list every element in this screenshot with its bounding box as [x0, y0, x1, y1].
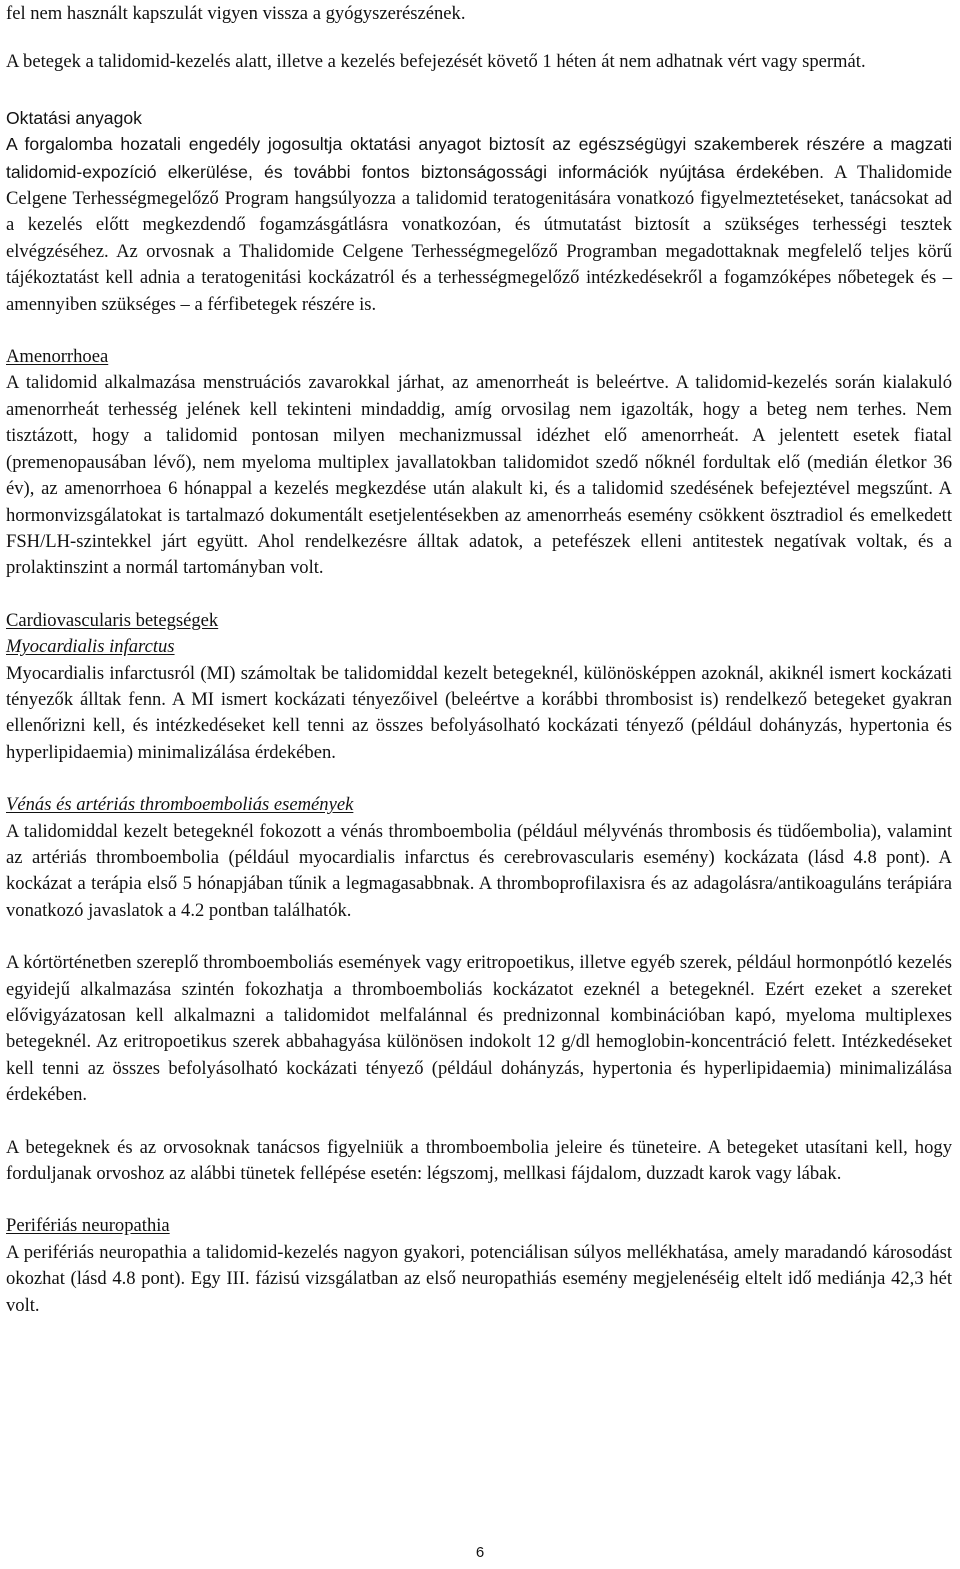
neuropathy-heading: Perifériás neuropathia: [6, 1215, 170, 1237]
intro-line: fel nem használt kapszulát vigyen vissza a gyógyszerészének.: [6, 3, 466, 24]
neuropathy-paragraph: A perifériás neuropathia a talidomid-kezelés nagyon gyakori, potenciálisan súlyos mellékhatása, amely maradandó károsodást okozhat (lásd 4.8 pont). Egy III. fázisú vizsgálatban az első neuropathiás esemény megjelenéséig eltelt idő mediánja 42,3 hét volt.: [6, 1241, 952, 1316]
vte-paragraph-2: A kórtörténetben szereplő thromboemboliás események vagy eritropoetikus, illetve egyéb szerek, például hormonpótló kezelés egyidejű alkalmazása szintén fokozhatja a thromboemboliás kockázatot ezeknél a betegeknél. Ezért ezeket a szereket elővigyázatosan kell alkalmazni a talidomidot melfalánnal és prednizonnal kombinációban kapó, myeloma multiplexes betegeknél. Az eritropoetikus szerek abbahagyása különösen indokolt 12 g/dl hemoglobin-koncentráció felett. Intézkedéseket kell tenni az összes befolyásolható kockázati tényező (például dohányzás, hypertonia és hyperlipidaemia) minimalizálása érdekében.: [6, 952, 952, 1106]
cardio-heading: Cardiovascularis betegségek: [6, 609, 219, 631]
vte-paragraph-1: A talidomiddal kezelt betegeknél fokozott a vénás thromboembolia (például mélyvénás thrombosis és tüdőembolia), valamint az artériás thromboembolia (például myocardialis infarctus és cerebrovascularis esemény) kockázata (lásd 4.8 pont). A kockázat a terápia első 5 hónapjában tűnik a legmagasabbnak. A thromboprofilaxisra és az adagolásra/antikoaguláns terápiára vonatkozó javaslatok a 4.2 pontban találhatók.: [6, 820, 952, 921]
education-serif-text: A Thalidomide Celgene Terhességmegelőző Program hangsúlyozza a talidomid teratogenitására vonatkozó figyelmeztetéseket, tanácsokat ad a kezelés előtt megkezdendő fogamzásgátlásra vonatkozóan, és útmutatást biztosít a szükséges terhességi tesztek elvégzéséhez. Az orvosnak a Thalidomide Celgene Terhességmegelőző Programban megadottaknak megfelelő teljes körű tájékoztatást kell adnia a teratogenitási kockázatról és a terhességmegelőző intézkedésekről a fogamzóképes nőbetegek és – amennyiben szükséges – a férfibetegek részére is.: [6, 161, 952, 315]
page-number: 6: [475, 1544, 485, 1561]
education-sans-text: A forgalomba hozatali engedély jogosultja oktatási anyagot biztosít az egészségügyi szakemberek részére a magzati talidomid-expozíció elkerülése, és további fontos biztonságossági információk nyújtása érdekében.: [6, 134, 952, 182]
amenorrhoea-heading: Amenorrhoea: [6, 346, 109, 368]
education-paragraph: [6, 131, 952, 318]
vte-heading: Vénás és artériás thromboemboliás események: [6, 794, 354, 816]
amenorrhoea-paragraph: A talidomid alkalmazása menstruációs zavarokkal járhat, az amenorrheát is beleértve. A talidomid-kezelés során kialakuló amenorrheát terhesség jelének kell tekinteni mindaddig, amíg orvosilag nem igazolták, hogy a beteg nem terhes. Nem tisztázott, hogy a talidomid pontosan milyen mechanizmussal idézhet elő amenorrheát. A jelentett esetek fiatal (premenopausában lévő), nem myeloma multiplex javallatokban talidomidot szedő nőknél fordultak elő (medián életkor 36 év), az amenorrhoea 6 hónappal a kezelés megkezdése után alakult ki, és a talidomid szedésének befejeztével megszűnt. A hormonvizsgálatokat is tartalmazó dokumentált esetjelentésekben az amenorrheás esemény csökkent ösztradiol és emelkedett FSH/LH-szintekkel járt együtt. Ahol rendelkezésre álltak adatok, a petefészek elleni antitestek negatívak voltak, és a prolaktinszint a normál tartományban volt.: [6, 372, 952, 579]
education-heading: Oktatási anyagok: [6, 107, 142, 128]
document-page: [6, 0, 952, 1319]
blood-donation-paragraph: A betegek a talidomid-kezelés alatt, illetve a kezelés befejezését követő 1 héten át nem adhatnak vért vagy spermát.: [6, 51, 866, 73]
mi-paragraph: Myocardialis infarctusról (MI) számoltak be talidomiddal kezelt betegeknél, különösképpen azoknál, akiknél ismert kockázati tényezők álltak fenn. A MI ismert kockázati tényezőivel (beleértve a korábbi thrombosist is) rendelkező betegeket gyakran ellenőrizni kell, és intézkedéseket kell tenni az összes befolyásolható kockázati tényező (például dohányzás, hypertonia és hyperlipidaemia) minimalizálása érdekében.: [6, 662, 952, 763]
mi-subheading: Myocardialis infarctus: [6, 636, 175, 658]
vte-paragraph-3: A betegeknek és az orvosoknak tanácsos figyelniük a thromboembolia jeleire és tüneteire. A betegeket utasítani kell, hogy forduljanak orvoshoz az alábbi tünetek fellépése esetén: légszomj, mellkasi fájdalom, duzzadt karok vagy lábak.: [6, 1136, 952, 1185]
